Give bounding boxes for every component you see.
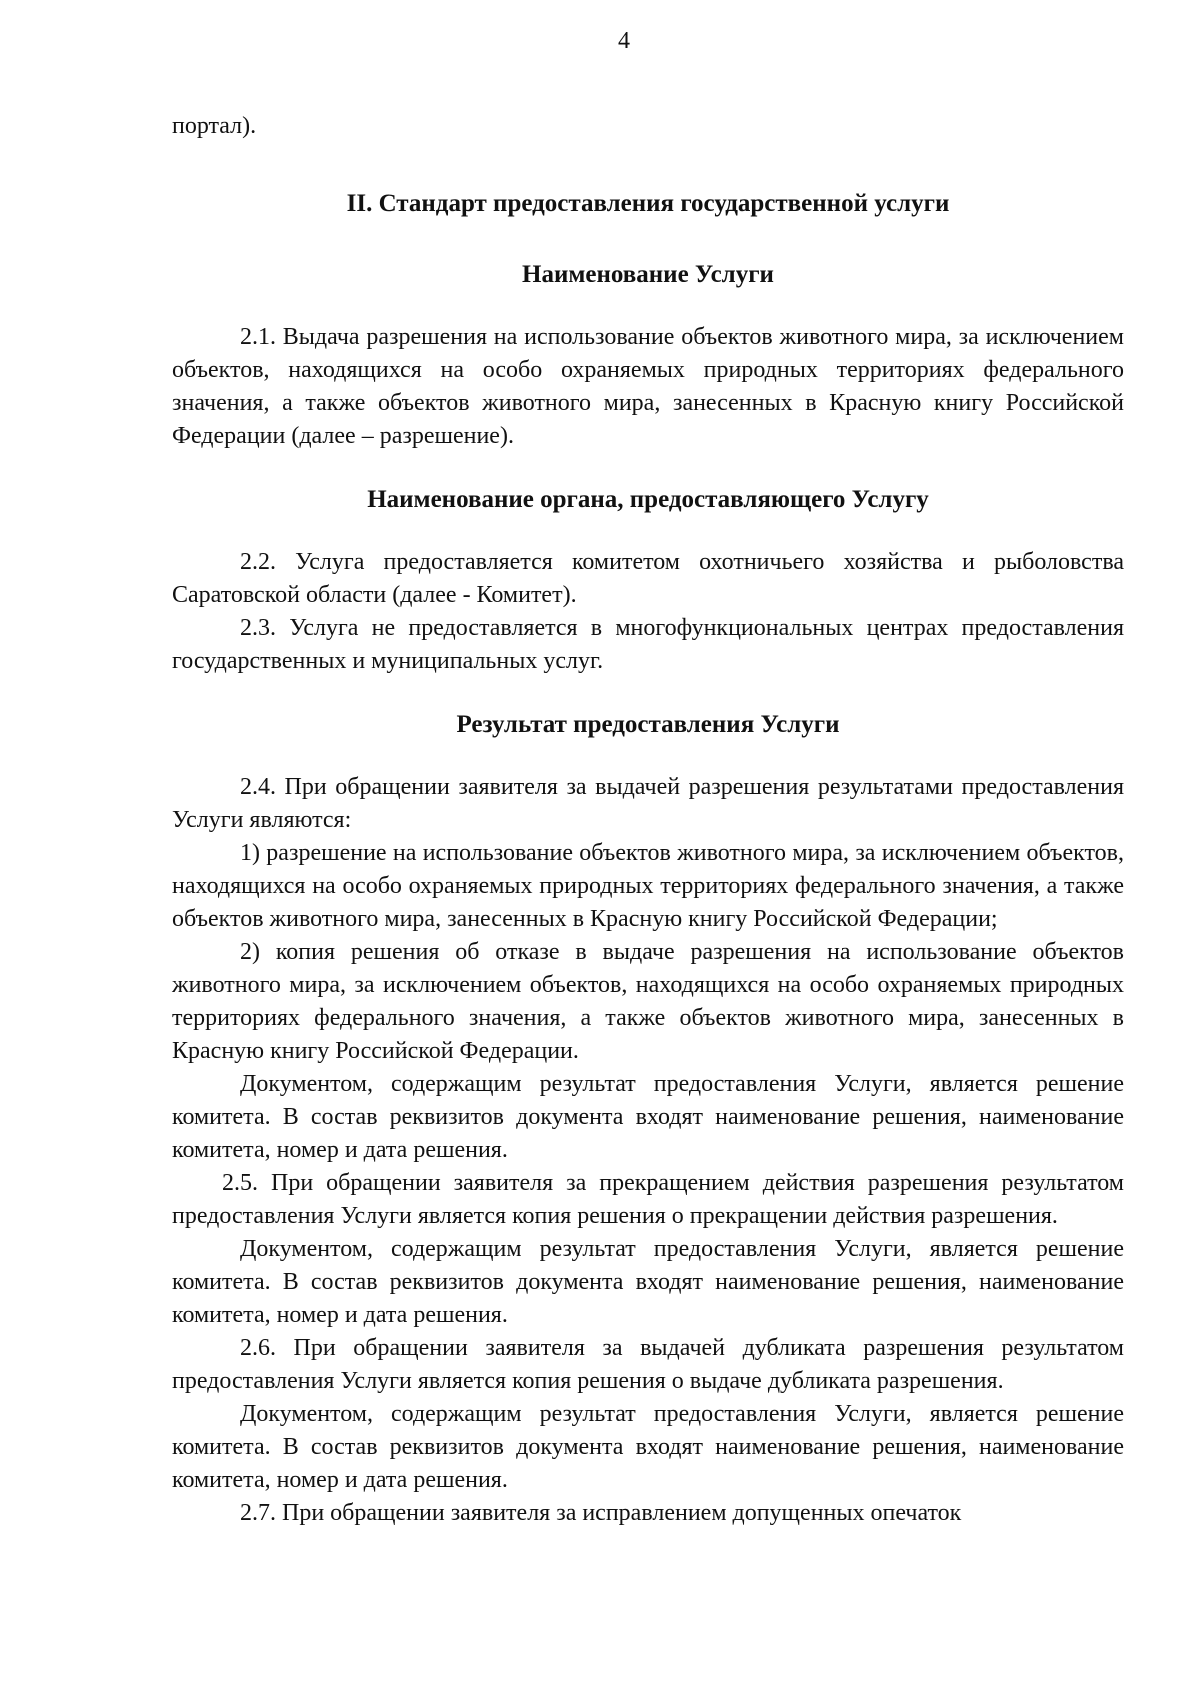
document-body — [172, 110, 1124, 1530]
paragraph-2-4-item-2: 2) копия решения об отказе в выдаче разрешения на использование объектов животного мира, за исключением объектов, находящихся на особо охраняемых природных территориях федерального значения, а также объектов животного мира, занесенных в Красную книгу Российской Федерации. — [172, 939, 1124, 1064]
paragraph-2-6: 2.6. При обращении заявителя за выдачей дубликата разрешения результатом предоставления Услуги является копия решения о выдаче дубликата разрешения. — [172, 1335, 1124, 1394]
continuation-text: портал). — [172, 113, 257, 139]
paragraph-2-2: 2.2. Услуга предоставляется комитетом охотничьего хозяйства и рыболовства Саратовской области (далее - Комитет). — [172, 549, 1124, 608]
heading-agency-name: Наименование органа, предоставляющего Услугу — [367, 486, 929, 513]
paragraph-2-4-item-1: 1) разрешение на использование объектов животного мира, за исключением объектов, находящихся на особо охраняемых природных территориях федерального значения, а также объектов животного мира, занесенных в Красную книгу Российской Федерации; — [172, 840, 1124, 932]
paragraph-2-4: 2.4. При обращении заявителя за выдачей разрешения результатами предоставления Услуги являются: — [172, 774, 1124, 833]
paragraph-2-4-document: Документом, содержащим результат предоставления Услуги, является решение комитета. В состав реквизитов документа входят наименование решения, наименование комитета, номер и дата решения. — [172, 1071, 1124, 1163]
section-title: II. Стандарт предоставления государственной услуги — [346, 190, 950, 217]
paragraph-2-5-document: Документом, содержащим результат предоставления Услуги, является решение комитета. В состав реквизитов документа входят наименование решения, наименование комитета, номер и дата решения. — [172, 1236, 1124, 1328]
page-number: 4 — [618, 28, 630, 54]
paragraph-2-3: 2.3. Услуга не предоставляется в многофункциональных центрах предоставления государственных и муниципальных услуг. — [172, 615, 1124, 674]
paragraph-2-5: 2.5. При обращении заявителя за прекращением действия разрешения результатом предоставления Услуги является копия решения о прекращении действия разрешения. — [172, 1170, 1124, 1229]
paragraph-2-7: 2.7. При обращении заявителя за исправлением допущенных опечаток — [240, 1500, 962, 1526]
heading-service-name: Наименование Услуги — [522, 261, 774, 288]
heading-result: Результат предоставления Услуги — [456, 711, 840, 738]
paragraph-2-1: 2.1. Выдача разрешения на использование объектов животного мира, за исключением объектов, находящихся на особо охраняемых природных территориях федерального значения, а также объектов животного мира, занесенных в Красную книгу Российской Федерации (далее – разрешение). — [172, 324, 1124, 449]
paragraph-2-6-document: Документом, содержащим результат предоставления Услуги, является решение комитета. В состав реквизитов документа входят наименование решения, наименование комитета, номер и дата решения. — [172, 1401, 1124, 1493]
